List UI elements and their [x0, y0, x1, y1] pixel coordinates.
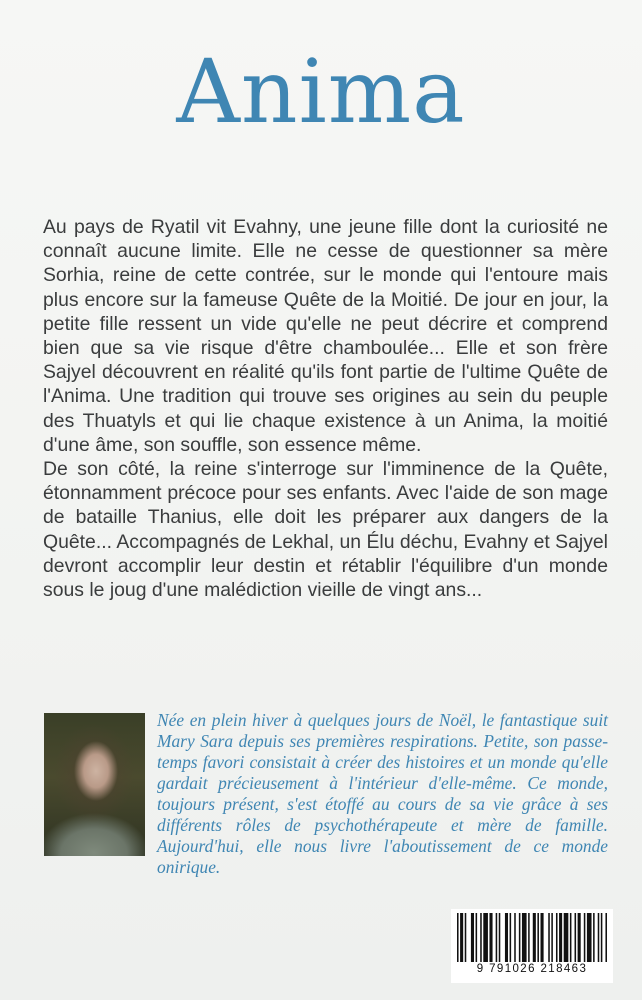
isbn-number: 9 791026 218463 [476, 963, 588, 975]
synopsis-paragraph-2: De son côté, la reine s'interroge sur l'imminence de la Quête, étonnamment précoce pour ses enfants. Avec l'aide de son mage de bataille Thanius, elle doit les préparer aux dangers de la Quête... Accompagnés de Lekhal, un Élu déchu, Evahny et Sajyel devront accomplir leur destin et rétablir l'équilibre d'un monde sous le joug d'une malédiction vieille de vingt ans... [43, 458, 608, 602]
synopsis [43, 215, 608, 602]
author-bio: Née en plein hiver à quelques jours de Noël, le fantastique suit Mary Sara depuis ses premières respirations. Petite, son passe-temps favori consistait à créer des histoires et un monde qu'elle gardait précieusement à l'intérieur d'elle-même. Ce monde, toujours présent, s'est étoffé au cours de sa vie grâce à ses différents rôles de psychothérapeute et mère de famille. Aujourd'hui, elle nous livre l'aboutissement de ce monde onirique. [157, 710, 608, 877]
synopsis-paragraph-1: Au pays de Ryatil vit Evahny, une jeune fille dont la curiosité ne connaît aucune limite. Elle ne cesse de questionner sa mère Sorhia, reine de cette contrée, sur le monde qui l'entoure mais plus encore sur la fameuse Quête de la Moitié. De jour en jour, la petite fille ressent un vide qu'elle ne peut décrire et comprend bien que sa vie risque d'être chamboulée... Elle et son frère Sajyel découvrent en réalité qu'ils font partie de l'ultime Quête de l'Anima. Une tradition qui trouve ses origines au sein du peuple des Thuatyls et qui lie chaque existence à un Anima, la moitié d'une âme, son souffle, son essence même. [43, 216, 608, 456]
author-photo [44, 713, 145, 856]
book-title: Anima [176, 40, 466, 143]
barcode-bars [457, 913, 607, 962]
